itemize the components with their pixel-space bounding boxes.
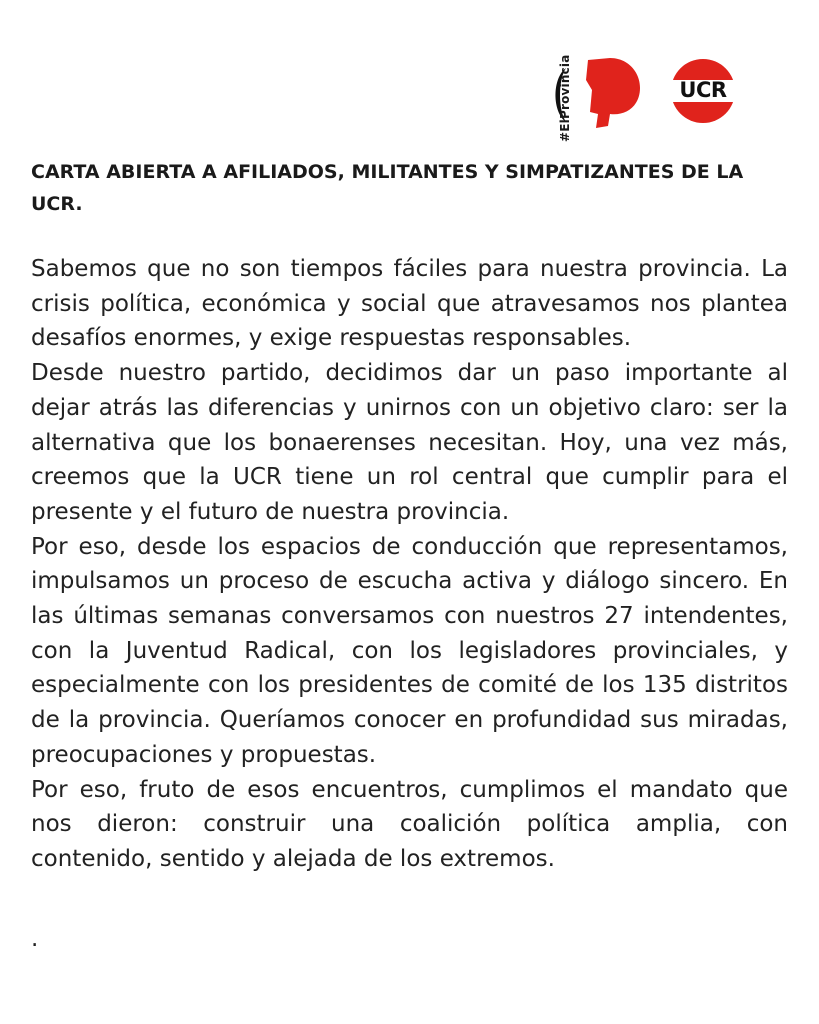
provincia-hashtag: #ElProvincia [558, 54, 572, 142]
trailing-mark: . [31, 926, 39, 952]
ucr-logo-text: UCR [679, 78, 727, 102]
paragraph-1: Sabemos que no son tiempos fáciles para nuestra provincia. La crisis política, económica y social que atravesamos nos plantea desafíos enormes, y exige respuestas responsables. [31, 256, 788, 352]
paragraph-3: Por eso, desde los espacios de conducción que representamos, impulsamos un proceso de escucha activa y diálogo sincero. En las últimas semanas conversamos con nuestros 27 intendentes, con la Juventud Radical, con los legisladores provinciales, y especialmente con los presidentes de comité de los 135 distritos de la provincia. Queríamos conocer en profundidad sus miradas, preocupaciones y propuestas. [31, 533, 788, 768]
paragraph-2: Desde nuestro partido, decidimos dar un paso importante al dejar atrás las diferencias y unirnos con un objetivo claro: ser la alternativa que los bonaerenses necesitan. Hoy, una vez más, creemos que la UCR tiene un rol central que cumplir para el presente y el futuro de nuestra provincia. [31, 360, 788, 525]
letter-body [31, 252, 788, 877]
logo-group [548, 50, 743, 140]
letter-title: CARTA ABIERTA A AFILIADOS, MILITANTES Y SIMPATIZANTES DE LA UCR. [31, 161, 744, 215]
paragraph-4: Por eso, fruto de esos encuentros, cumplimos el mandato que nos dieron: construir una coalición política amplia, con contenido, sentido y alejada de los extremos. [31, 776, 788, 872]
